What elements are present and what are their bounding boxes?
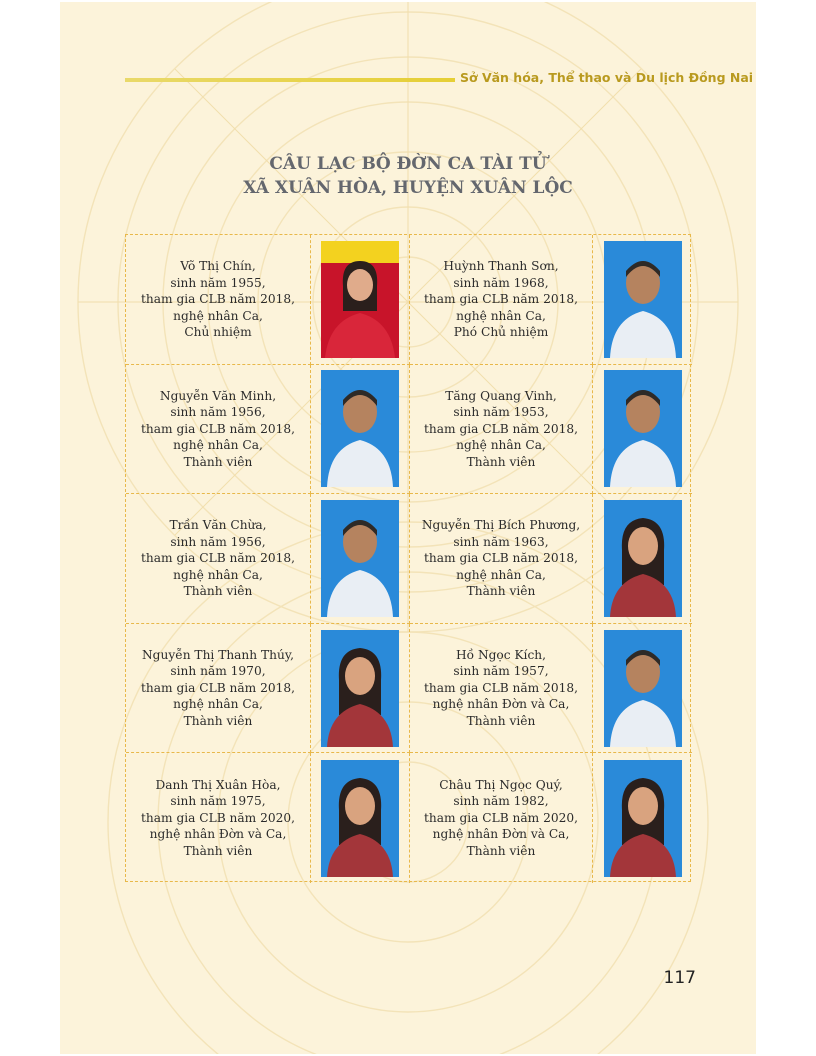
member-name: Hồ Ngọc Kích, bbox=[455, 647, 546, 662]
member-detail-line: sinh năm 1963, bbox=[453, 534, 549, 549]
member-info-cell bbox=[126, 753, 311, 883]
member-detail-line: Thành viên bbox=[183, 843, 253, 858]
member-photo-cell bbox=[311, 235, 410, 365]
member-info-cell bbox=[410, 235, 593, 365]
member-detail-line: sinh năm 1957, bbox=[453, 664, 549, 679]
member-photo-cell bbox=[593, 753, 692, 883]
member-detail-line: Chủ nhiệm bbox=[184, 325, 252, 340]
member-name: Tăng Quang Vinh, bbox=[445, 388, 557, 403]
member-detail-line: nghệ nhân Ca, bbox=[456, 308, 546, 323]
member-photo-man bbox=[321, 370, 399, 487]
member-info-cell bbox=[126, 365, 311, 495]
member-detail-line: Thành viên bbox=[183, 713, 253, 728]
member-photo-man bbox=[604, 241, 682, 358]
member-info-cell bbox=[126, 494, 311, 624]
member-detail-line: sinh năm 1955, bbox=[170, 275, 266, 290]
member-info-cell bbox=[126, 624, 311, 754]
member-name: Trần Văn Chừa, bbox=[169, 518, 267, 533]
member-photo-cell bbox=[593, 235, 692, 365]
member-photo-cell bbox=[593, 494, 692, 624]
member-detail-line: tham gia CLB năm 2020, bbox=[424, 810, 578, 825]
member-detail-line: tham gia CLB năm 2018, bbox=[424, 551, 578, 566]
member-photo-woman-singing bbox=[321, 241, 399, 358]
members-table bbox=[125, 234, 691, 882]
member-photo-cell bbox=[311, 624, 410, 754]
member-detail-line: nghệ nhân Đờn và Ca, bbox=[432, 827, 570, 842]
page-title bbox=[60, 152, 756, 200]
member-detail-line: nghệ nhân Ca, bbox=[173, 567, 263, 582]
page-number: 117 bbox=[663, 968, 696, 988]
member-photo-man bbox=[604, 370, 682, 487]
member-info-cell bbox=[410, 624, 593, 754]
member-name: Nguyễn Văn Minh, bbox=[159, 388, 277, 403]
member-name: Huỳnh Thanh Sơn, bbox=[443, 259, 559, 274]
member-detail-line: nghệ nhân Ca, bbox=[456, 438, 546, 453]
member-photo-cell bbox=[311, 365, 410, 495]
member-detail-line: Thành viên bbox=[466, 843, 536, 858]
member-name: Danh Thị Xuân Hòa, bbox=[155, 777, 281, 792]
member-detail-line: sinh năm 1953, bbox=[453, 405, 549, 420]
member-detail-line: nghệ nhân Ca, bbox=[173, 697, 263, 712]
member-info-cell bbox=[126, 235, 311, 365]
member-detail-line: tham gia CLB năm 2018, bbox=[141, 292, 295, 307]
page bbox=[60, 2, 756, 1054]
member-detail-line: tham gia CLB năm 2018, bbox=[424, 680, 578, 695]
header-rule bbox=[125, 78, 455, 82]
member-detail-line: nghệ nhân Đờn và Ca, bbox=[149, 827, 287, 842]
member-detail-line: tham gia CLB năm 2018, bbox=[424, 421, 578, 436]
member-name: Nguyễn Thị Thanh Thúy, bbox=[142, 647, 294, 662]
member-photo-cell bbox=[593, 365, 692, 495]
member-detail-line: Thành viên bbox=[466, 713, 536, 728]
member-photo-woman bbox=[604, 500, 682, 617]
title-line-2: XÃ XUÂN HÒA, HUYỆN XUÂN LỘC bbox=[243, 178, 573, 198]
member-photo-woman bbox=[604, 760, 682, 877]
member-detail-line: nghệ nhân Ca, bbox=[456, 567, 546, 582]
member-photo-woman bbox=[321, 760, 399, 877]
member-detail-line: tham gia CLB năm 2018, bbox=[141, 551, 295, 566]
member-name: Châu Thị Ngọc Quý, bbox=[439, 777, 563, 792]
member-detail-line: tham gia CLB năm 2018, bbox=[141, 680, 295, 695]
member-name: Nguyễn Thị Bích Phương, bbox=[421, 518, 581, 533]
member-name: Võ Thị Chín, bbox=[180, 259, 256, 274]
member-photo-woman bbox=[321, 630, 399, 747]
member-detail-line: nghệ nhân Đờn và Ca, bbox=[432, 697, 570, 712]
member-detail-line: Phó Chủ nhiệm bbox=[453, 325, 549, 340]
member-detail-line: Thành viên bbox=[183, 584, 253, 599]
member-detail-line: tham gia CLB năm 2018, bbox=[141, 421, 295, 436]
member-photo-man bbox=[321, 500, 399, 617]
member-detail-line: tham gia CLB năm 2020, bbox=[141, 810, 295, 825]
member-photo-man bbox=[604, 630, 682, 747]
member-detail-line: Thành viên bbox=[466, 454, 536, 469]
member-photo-cell bbox=[311, 753, 410, 883]
member-detail-line: sinh năm 1975, bbox=[170, 794, 266, 809]
member-detail-line: Thành viên bbox=[183, 454, 253, 469]
title-line-1: CÂU LẠC BỘ ĐỜN CA TÀI TỬ bbox=[269, 154, 547, 174]
member-detail-line: nghệ nhân Ca, bbox=[173, 438, 263, 453]
member-photo-cell bbox=[593, 624, 692, 754]
member-info-cell bbox=[410, 365, 593, 495]
member-detail-line: sinh năm 1968, bbox=[453, 275, 549, 290]
member-detail-line: sinh năm 1956, bbox=[170, 405, 266, 420]
member-detail-line: Thành viên bbox=[466, 584, 536, 599]
member-detail-line: sinh năm 1970, bbox=[170, 664, 266, 679]
member-detail-line: tham gia CLB năm 2018, bbox=[424, 292, 578, 307]
member-photo-cell bbox=[311, 494, 410, 624]
member-detail-line: sinh năm 1956, bbox=[170, 534, 266, 549]
running-header: Sở Văn hóa, Thể thao và Du lịch Đồng Nai bbox=[460, 70, 754, 85]
member-info-cell bbox=[410, 753, 593, 883]
member-detail-line: sinh năm 1982, bbox=[453, 794, 549, 809]
member-detail-line: nghệ nhân Ca, bbox=[173, 308, 263, 323]
member-info-cell bbox=[410, 494, 593, 624]
